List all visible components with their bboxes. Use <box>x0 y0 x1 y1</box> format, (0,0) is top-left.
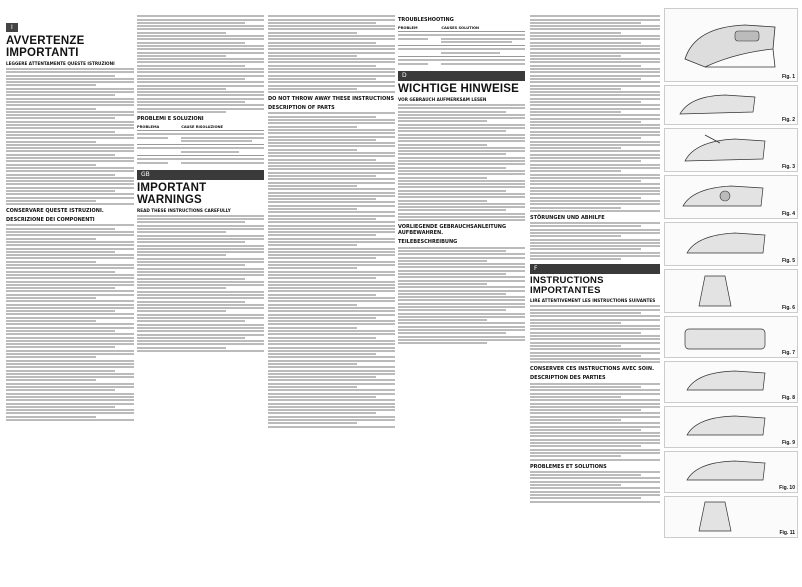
figure-2 <box>664 85 798 125</box>
intro-heading: READ THESE INSTRUCTIONS CAREFULLY <box>137 207 231 213</box>
section-heading: CONSERVARE QUESTE ISTRUZIONI. <box>6 208 104 215</box>
page-title: AVVERTENZE IMPORTANTI <box>6 35 85 59</box>
descaling-icon <box>665 407 797 447</box>
figure-10 <box>664 451 798 493</box>
figure-label: Fig. 10 <box>779 485 795 491</box>
table-header: PROBLEMA <box>137 124 160 129</box>
figure-5 <box>664 222 798 266</box>
section-heading: PROBLEMES ET SOLUTIONS <box>530 463 607 470</box>
page-title: WICHTIGE HINWEISE <box>398 82 519 95</box>
figure-label: Fig. 4 <box>781 211 795 217</box>
cleaning-icon <box>665 362 797 402</box>
page-title: INSTRUCTIONS IMPORTANTES <box>530 275 604 297</box>
section-heading: PROBLEMI E SOLUZIONI <box>137 115 204 122</box>
text-block <box>398 104 525 221</box>
storage-icon <box>665 497 797 537</box>
text-block <box>398 247 525 345</box>
iron-diagram-icon <box>665 9 797 81</box>
troubleshooting-table <box>398 25 525 67</box>
section-heading: STÖRUNGEN UND ABHILFE <box>530 214 605 221</box>
steam-control-icon <box>665 176 797 218</box>
language-bar <box>530 264 660 274</box>
iron-detail-icon <box>665 86 797 124</box>
vertical-steam-icon <box>665 270 797 312</box>
text-block <box>6 68 134 205</box>
table-header: CAUSES SOLUTION <box>441 26 480 30</box>
column-italian-english <box>137 14 264 353</box>
table-header: CAUSE RISOLUZIONE <box>181 124 223 129</box>
water-filling-icon <box>665 129 797 171</box>
table-header: PROBLEM <box>398 26 418 30</box>
column-german <box>398 14 525 346</box>
language-tab: GB <box>141 170 150 178</box>
text-block <box>530 15 660 212</box>
figure-label: Fig. 6 <box>781 305 795 311</box>
cord-storage-icon <box>665 452 797 492</box>
text-block <box>6 224 134 421</box>
column-italian <box>6 14 134 422</box>
language-tab: D <box>402 71 407 79</box>
section-heading: DESCRIPTION DES PARTIES <box>530 375 606 382</box>
language-tab: I <box>6 23 18 32</box>
section-heading: TEILEBESCHREIBUNG <box>398 239 458 246</box>
figure-label: Fig. 11 <box>779 530 795 536</box>
base-station-icon <box>665 317 797 357</box>
section-heading: DESCRIPTION OF PARTS <box>268 105 335 112</box>
intro-heading: VOR GEBRAUCH AUFMERKSAM LESEN <box>398 96 487 102</box>
column-english <box>268 14 395 429</box>
figure-9 <box>664 406 798 448</box>
section-heading: DESCRIZIONE DEI COMPONENTI <box>6 217 95 224</box>
ironing-icon <box>665 223 797 265</box>
figure-label: Fig. 9 <box>781 440 795 446</box>
figure-6 <box>664 269 798 313</box>
text-block <box>530 383 660 461</box>
text-block <box>137 215 264 352</box>
text-block <box>268 112 395 427</box>
text-block <box>530 471 660 503</box>
figure-label: Fig. 5 <box>781 258 795 264</box>
section-heading: VORLIEGENDE GEBRAUCHSANLEITUNG AUFBEWAHREN. <box>398 224 507 237</box>
figure-label: Fig. 7 <box>781 350 795 356</box>
section-heading: TROUBLESHOOTING <box>398 17 454 23</box>
intro-heading: LEGGERE ATTENTAMENTE QUESTE ISTRUZIONI <box>6 61 115 66</box>
section-heading: DO NOT THROW AWAY THESE INSTRUCTIONS <box>268 96 395 103</box>
language-bar <box>398 71 525 81</box>
language-bar <box>137 170 264 180</box>
text-block <box>137 15 264 113</box>
troubleshooting-table <box>137 124 264 166</box>
language-tab: F <box>534 265 538 273</box>
figure-8 <box>664 361 798 403</box>
text-block <box>530 222 660 260</box>
figure-11 <box>664 496 798 538</box>
figures-column <box>664 8 798 541</box>
page-title: IMPORTANT WARNINGS <box>137 181 207 206</box>
section-heading: CONSERVER CES INSTRUCTIONS AVEC SOIN. <box>530 366 654 373</box>
figure-7 <box>664 316 798 358</box>
text-block <box>530 305 660 363</box>
text-block <box>268 15 395 93</box>
intro-heading: LIRE ATTENTIVEMENT LES INSTRUCTIONS SUIVANTES <box>530 298 656 304</box>
figure-4 <box>664 175 798 219</box>
figure-1 <box>664 8 798 82</box>
figure-label: Fig. 8 <box>781 395 795 401</box>
column-french <box>530 14 660 504</box>
figure-3 <box>664 128 798 172</box>
figure-label: Fig. 3 <box>781 164 795 170</box>
figure-label: Fig. 1 <box>781 74 795 80</box>
figure-label: Fig. 2 <box>781 117 795 123</box>
